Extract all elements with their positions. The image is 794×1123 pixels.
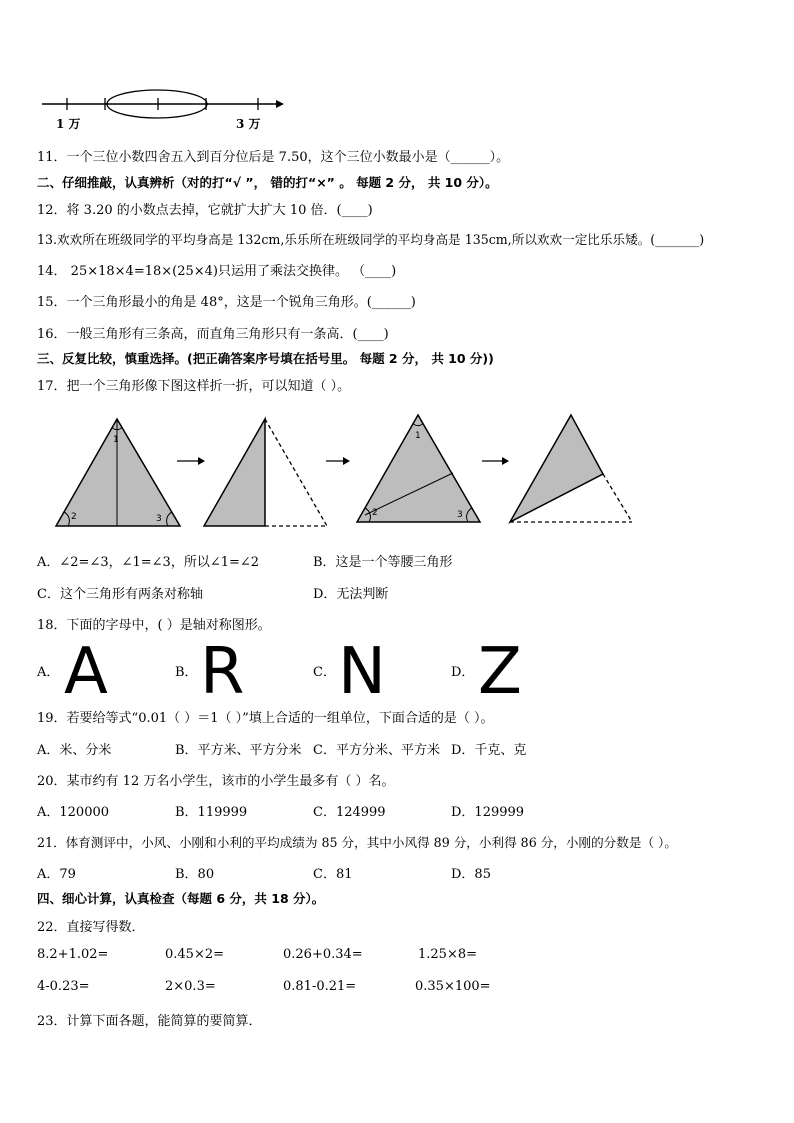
- question-18-option-b-label[interactable]: B．: [175, 665, 198, 680]
- calc-item: 4-0.23=: [37, 979, 90, 994]
- question-20-option-c[interactable]: C．124999: [313, 805, 386, 820]
- question-14: 14． 25×18×4=18×(25×4)只运用了乘法交换律。 （____): [37, 264, 397, 279]
- calc-item: 2×0.3=: [165, 979, 216, 994]
- triangle-4: [510, 415, 603, 522]
- question-17-stem: 17．把一个三角形像下图这样折一折，可以知道（ ）。: [37, 379, 351, 394]
- question-21-stem: 21．体育测评中，小风、小刚和小利的平均成绩为 85 分，其中小风得 89 分，小利得 86 分，小刚的分数是（ ）。: [37, 835, 677, 850]
- triangle-1-angle3-label: 3: [156, 514, 162, 524]
- question-21-option-b[interactable]: B．80: [175, 867, 215, 882]
- question-19-stem: 19．若要给等式“0.01（ ）＝1（ ）”填上合适的一组单位，下面合适的是（ ）。: [37, 711, 494, 726]
- question-16: 16．一般三角形有三条高，而直角三角形只有一条高．(____): [37, 327, 389, 342]
- question-17-option-b[interactable]: B．这是一个等腰三角形: [313, 555, 453, 570]
- calc-item: 0.45×2=: [165, 947, 225, 962]
- question-11: 11．一个三位小数四舍五入到百分位后是 7.50，这个三位小数最小是（______）。: [37, 150, 510, 165]
- question-18-option-d-label[interactable]: D．: [451, 665, 475, 680]
- triangle-1-angle2-label: 2: [71, 512, 77, 522]
- question-15: 15．一个三角形最小的角是 48°，这是一个锐角三角形。(______): [37, 295, 416, 310]
- question-12: 12．将 3.20 的小数点去掉，它就扩大扩大 10 倍．(____): [37, 203, 373, 218]
- question-21-option-a[interactable]: A．79: [37, 867, 76, 882]
- question-22-stem: 22．直接写得数．: [37, 920, 145, 935]
- question-18-letter-n: N: [338, 635, 386, 709]
- question-18-letter-z: Z: [478, 635, 522, 709]
- question-18-option-c-label[interactable]: C．: [313, 665, 336, 680]
- section-2-heading: 二、仔细推敲，认真辨析（对的打“√ ”， 错的打“×” 。 每题 2 分， 共 10 分）。: [37, 175, 498, 190]
- arrow-1-head: [198, 457, 205, 465]
- question-21-option-d[interactable]: D．85: [451, 867, 491, 882]
- triangle-fold-figure: [40, 405, 650, 535]
- question-19-option-b[interactable]: B．平方米、平方分米: [175, 743, 302, 758]
- triangle-1-angle1-label: 1: [113, 435, 119, 445]
- calc-item: 0.26+0.34=: [283, 947, 363, 962]
- question-20-option-d[interactable]: D．129999: [451, 805, 525, 820]
- calc-item: 1.25×8=: [418, 947, 478, 962]
- triangle-2-dashed-side: [265, 419, 327, 526]
- triangle-2: [204, 419, 265, 526]
- triangle-3-angle1-label: 1: [415, 431, 421, 441]
- question-21-option-c[interactable]: C．81: [313, 867, 353, 882]
- question-18-option-a-label[interactable]: A．: [37, 665, 60, 680]
- triangle-3-angle2-label: 2: [372, 508, 378, 518]
- question-18-letter-r: R: [200, 635, 245, 709]
- question-23: 23．计算下面各题，能简算的要简算．: [37, 1014, 262, 1029]
- question-18-stem: 18．下面的字母中，( ）是轴对称图形。: [37, 618, 271, 633]
- question-17-option-d[interactable]: D．无法判断: [313, 587, 389, 602]
- question-18-letter-a: A: [64, 635, 108, 709]
- section-4-heading: 四、细心计算，认真检查（每题 6 分，共 18 分）。: [37, 891, 325, 906]
- question-19-option-a[interactable]: A．米、分米: [37, 743, 112, 758]
- question-19-option-d[interactable]: D．千克、克: [451, 743, 527, 758]
- question-20-option-a[interactable]: A．120000: [37, 805, 110, 820]
- triangle-4-dashed-side: [603, 474, 632, 522]
- arrow-3-head: [502, 457, 509, 465]
- question-17-option-c[interactable]: C．这个三角形有两条对称轴: [37, 587, 203, 602]
- question-19-option-c[interactable]: C．平方分米、平方米: [313, 743, 440, 758]
- question-13: 13.欢欢所在班级同学的平均身高是 132cm,乐乐所在班级同学的平均身高是 135cm,所以欢欢一定比乐乐矮。(_______): [37, 232, 705, 247]
- question-20-stem: 20．某市约有 12 万名小学生，该市的小学生最多有（ ）名。: [37, 774, 395, 789]
- number-line-arrow: [276, 100, 284, 108]
- calc-item: 0.81-0.21=: [283, 979, 357, 994]
- arrow-2-head: [343, 457, 350, 465]
- question-17-option-a[interactable]: A．∠2=∠3，∠1=∠3，所以∠1=∠2: [37, 555, 260, 570]
- number-line-right-label: 3 万: [236, 117, 261, 131]
- number-line-left-label: 1 万: [56, 117, 81, 131]
- calc-item: 0.35×100=: [415, 979, 491, 994]
- question-20-option-b[interactable]: B．119999: [175, 805, 248, 820]
- triangle-3-angle3-label: 3: [457, 510, 463, 520]
- section-3-heading: 三、反复比较，慎重选择。(把正确答案序号填在括号里。 每题 2 分， 共 10 分)): [37, 351, 494, 366]
- calc-item: 8.2+1.02=: [37, 947, 109, 962]
